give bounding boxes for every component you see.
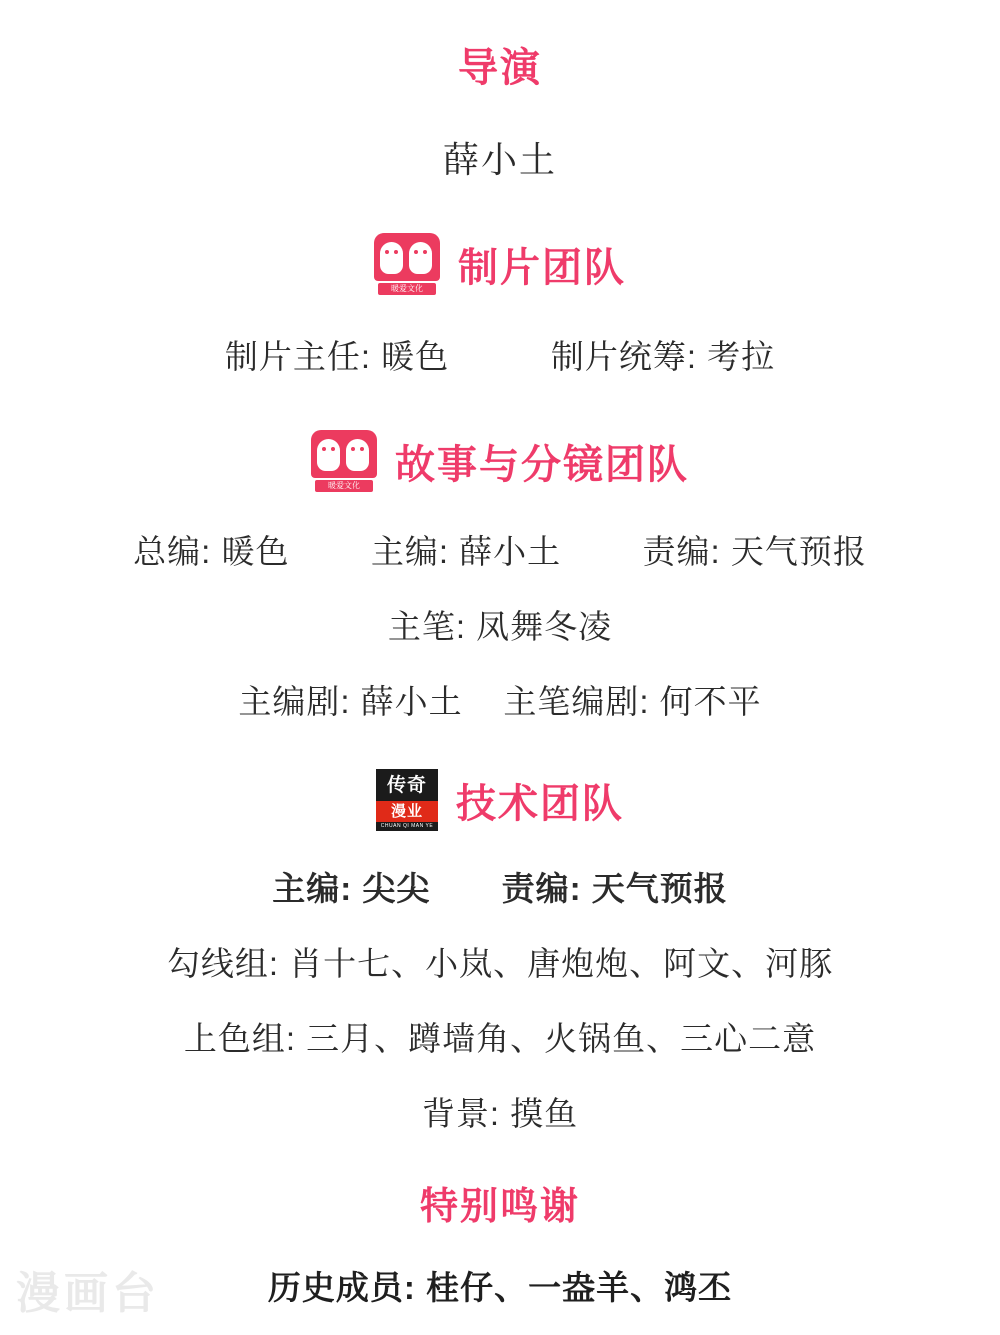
credit-line: 主笔: 凤舞冬凌 [387,608,613,645]
special-thanks-title: 特别鸣谢 [419,1186,580,1228]
logo-top-text: 传奇 [376,769,438,803]
watermark: 漫画台 [16,1269,160,1318]
credit-line: 总编: 暖色 主编: 薛小土 责编: 天气预报 [133,533,867,570]
section-title-production: 制片团队 [458,245,626,290]
section-header-tech [376,769,624,831]
section-title-tech: 技术团队 [456,781,624,826]
logo-caption: 暖爱文化 [378,283,436,295]
nuanse-culture-logo-icon [374,233,440,295]
nuanse-culture-logo-icon [311,430,377,492]
section-title-story: 故事与分镜团队 [395,442,689,487]
credit-line: 主编剧: 薛小土 主笔编剧: 何不平 [238,683,762,720]
section-header-production [374,233,626,295]
director-title: 导演 [458,46,542,90]
credit-line: 勾线组: 肖十七、小岚、唐炮炮、阿文、河豚 [166,945,834,982]
director-name: 薛小土 [442,139,557,180]
chuanqi-manye-logo-icon [376,769,438,831]
section-header-story [311,430,689,492]
logo-caption: 暖爱文化 [315,480,373,492]
special-thanks-line: 历史成员: 桂仔、一盎羊、鸿丕 [267,1269,733,1306]
credit-line: 主编: 尖尖 责编: 天气预报 [272,870,728,907]
logo-bottom-text: CHUAN QI MAN YE [376,822,438,831]
credit-line: 制片主任: 暖色 制片统筹: 考拉 [224,338,776,375]
logo-mid-text: 漫业 [376,801,438,822]
credit-line: 上色组: 三月、蹲墙角、火锅鱼、三心二意 [183,1020,817,1057]
credit-line: 背景: 摸鱼 [421,1095,579,1132]
